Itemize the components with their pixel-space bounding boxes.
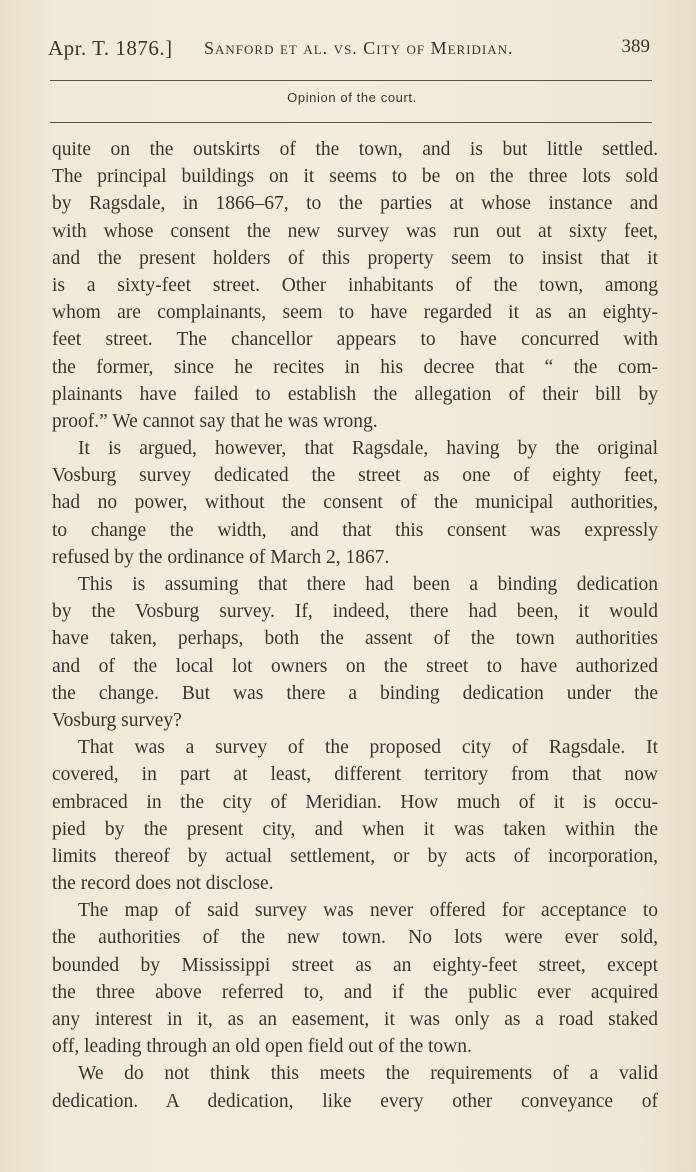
section-heading: Opinion of the court.: [287, 90, 417, 105]
text-line: off, leading through an old open field out of the town.: [52, 1036, 472, 1058]
text-line: the authorities of the new town. No lots were ever sold,: [52, 927, 658, 949]
text-line: feet street. The chancellor appears to have concurred with: [52, 329, 658, 351]
text-line: dedication. A dedication, like every other conveyance of: [52, 1090, 658, 1112]
text-line: had no power, without the consent of the municipal authorities,: [52, 492, 658, 514]
text-line: The map of said survey was never offered for acceptance to: [78, 900, 658, 922]
text-line: the three above referred to, and if the public ever acquired: [52, 981, 658, 1003]
text-line: proof.” We cannot say that he was wrong.: [52, 410, 378, 432]
text-line: limits thereof by actual settlement, or by acts of incorporation,: [52, 845, 658, 867]
header-rule-bottom: [50, 122, 652, 123]
page-number: 389: [621, 36, 650, 57]
text-line: covered, in part at least, different territory from that now: [52, 764, 658, 786]
text-line: by the Vosburg survey. If, indeed, there had been, it would: [52, 601, 658, 623]
case-title: Sanford et al. vs. City of Meridian.: [204, 38, 514, 58]
text-line: is a sixty-feet street. Other inhabitants of the town, among: [52, 274, 658, 296]
text-line: plainants have failed to establish the allegation of their bill by: [52, 383, 658, 405]
text-line: It is argued, however, that Ragsdale, having by the original: [78, 438, 658, 460]
running-head: [36, 36, 656, 68]
text-line: We do not think this meets the requirements of a valid: [78, 1063, 658, 1085]
text-line: whom are complainants, seem to have regarded it as an eighty-: [52, 302, 658, 324]
opinion-body-text: [52, 136, 658, 1115]
term-citation: Apr. T. 1876.]: [48, 36, 173, 60]
text-line: quite on the outskirts of the town, and is but little settled.: [52, 139, 658, 160]
text-line: the former, since he recites in his decree that “ the com-: [52, 356, 658, 378]
text-line: the change. But was there a binding dedication under the: [52, 682, 658, 704]
text-line: have taken, perhaps, both the assent of the town authorities: [52, 628, 658, 650]
text-line: the record does not disclose.: [52, 873, 274, 895]
text-line: Vosburg survey?: [52, 709, 182, 731]
text-line: to change the width, and that this consent was expressly: [52, 519, 658, 541]
text-line: refused by the ordinance of March 2, 1867.: [52, 546, 390, 568]
text-line: That was a survey of the proposed city of Ragsdale. It: [78, 737, 658, 759]
text-line: pied by the present city, and when it was taken within the: [52, 818, 658, 840]
text-line: and the present holders of this property seem to insist that it: [52, 247, 658, 269]
text-line: any interest in it, as an easement, it was only as a road staked: [52, 1009, 658, 1030]
text-line: and of the local lot owners on the street to have authorized: [52, 655, 658, 677]
text-line: bounded by Mississippi street as an eighty-feet street, except: [52, 954, 658, 976]
text-line: by Ragsdale, in 1866–67, to the parties at whose instance and: [52, 193, 658, 215]
text-line: with whose consent the new survey was run out at sixty feet,: [52, 220, 658, 242]
text-line: embraced in the city of Meridian. How much of it is occu-: [52, 791, 658, 813]
header-rule-top: [50, 80, 652, 81]
text-line: The principal buildings on it seems to be on the three lots sold: [52, 166, 658, 188]
text-line: This is assuming that there had been a binding dedication: [78, 574, 658, 595]
text-line: Vosburg survey dedicated the street as one of eighty feet,: [52, 465, 658, 487]
